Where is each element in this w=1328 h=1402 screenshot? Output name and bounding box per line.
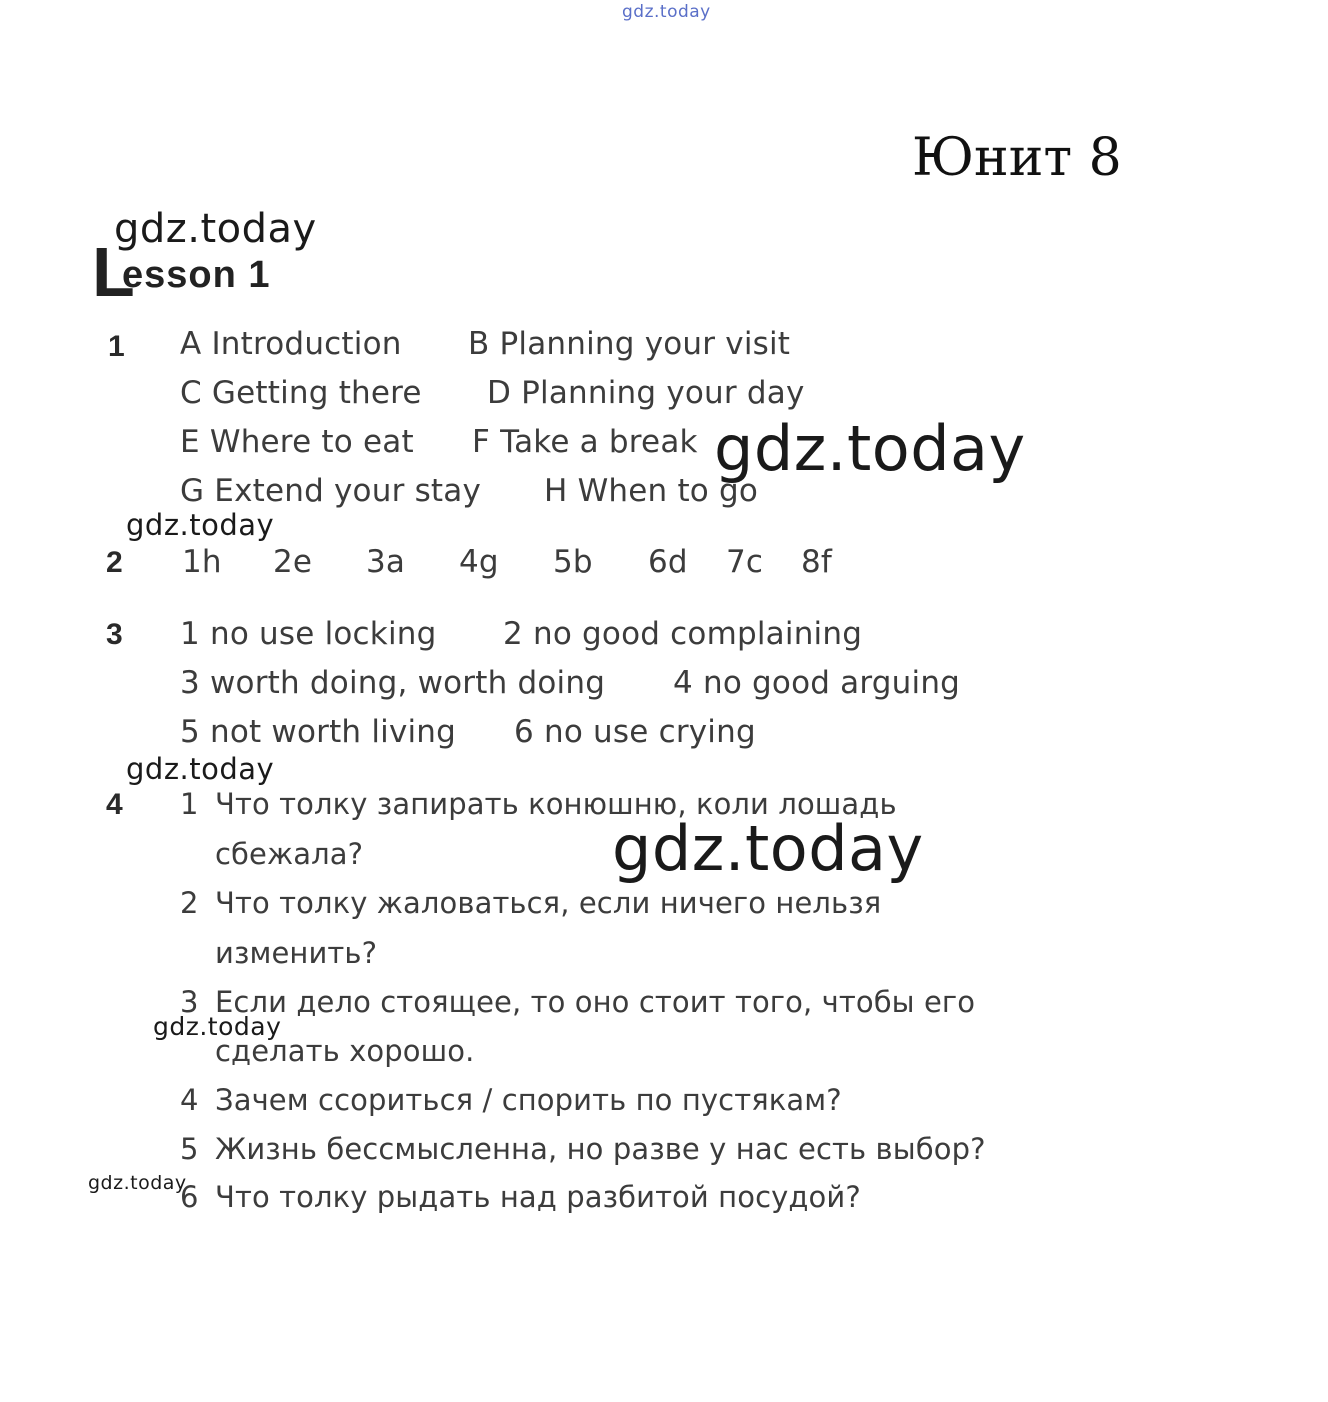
answer-item: 8f — [801, 544, 833, 580]
watermark: gdz.today — [153, 1012, 282, 1041]
watermark: gdz.today — [612, 812, 924, 885]
exercise-number: 1 — [108, 330, 125, 363]
item-number: 5 — [180, 1132, 199, 1166]
answer-item: 1 no use locking — [180, 616, 437, 652]
translation-line: Жизнь бессмысленна, но разве у нас есть выбор? — [215, 1132, 986, 1166]
translation-line: Зачем ссориться / спорить по пустякам? — [215, 1083, 842, 1117]
answer-item: 2e — [273, 544, 313, 580]
item-number: 6 — [180, 1180, 199, 1214]
item-number: 3 — [180, 985, 199, 1019]
item-number: 1 — [180, 787, 199, 821]
answer-item: E Where to eat — [180, 424, 414, 460]
answer-item: 5b — [553, 544, 593, 580]
translation-line: Что толку запирать конюшню, коли лошадь — [215, 787, 897, 821]
watermark: gdz.today — [126, 508, 275, 542]
exercise-number: 4 — [106, 788, 123, 821]
answer-item: G Extend your stay — [180, 473, 482, 509]
translation-line: Что толку жаловаться, если ничего нельзя — [215, 886, 882, 920]
watermark-top: gdz.today — [622, 2, 711, 22]
answer-item: 2 no good complaining — [503, 616, 863, 652]
answer-item: 4 no good arguing — [673, 665, 961, 701]
answer-item: 7c — [726, 544, 764, 580]
translation-line: изменить? — [215, 936, 378, 970]
item-number: 4 — [180, 1083, 199, 1117]
item-number: 2 — [180, 886, 199, 920]
answer-item: C Getting there — [180, 375, 422, 411]
watermark: gdz.today — [114, 206, 317, 252]
answer-item: 6d — [648, 544, 688, 580]
lesson-initial: L — [92, 233, 135, 311]
answer-item: 1h — [182, 544, 222, 580]
translation-line: Если дело стоящее, то оно стоит того, чтобы его — [215, 985, 976, 1019]
answer-item: H When to go — [544, 473, 759, 509]
exercise-number: 3 — [106, 618, 123, 651]
answer-item: 3 worth doing, worth doing — [180, 665, 606, 701]
unit-title: Юнит 8 — [912, 128, 1122, 188]
watermark: gdz.today — [126, 752, 275, 786]
watermark: gdz.today — [88, 1172, 187, 1194]
answer-item: 3a — [366, 544, 406, 580]
exercise-number: 2 — [106, 546, 123, 579]
answer-item: D Planning your day — [487, 375, 805, 411]
answer-item: 6 no use crying — [514, 714, 756, 750]
answer-item: 5 not worth living — [180, 714, 457, 750]
translation-line: сбежала? — [215, 837, 364, 871]
watermark: gdz.today — [714, 412, 1026, 485]
answer-item: 4g — [459, 544, 499, 580]
translation-line: сделать хорошо. — [215, 1034, 475, 1068]
answer-item: A Introduction — [180, 326, 402, 362]
answer-item: B Planning your visit — [468, 326, 791, 362]
answer-item: F Take a break — [472, 424, 698, 460]
lesson-rest: esson 1 — [122, 254, 271, 296]
translation-line: Что толку рыдать над разбитой посудой? — [215, 1180, 861, 1214]
